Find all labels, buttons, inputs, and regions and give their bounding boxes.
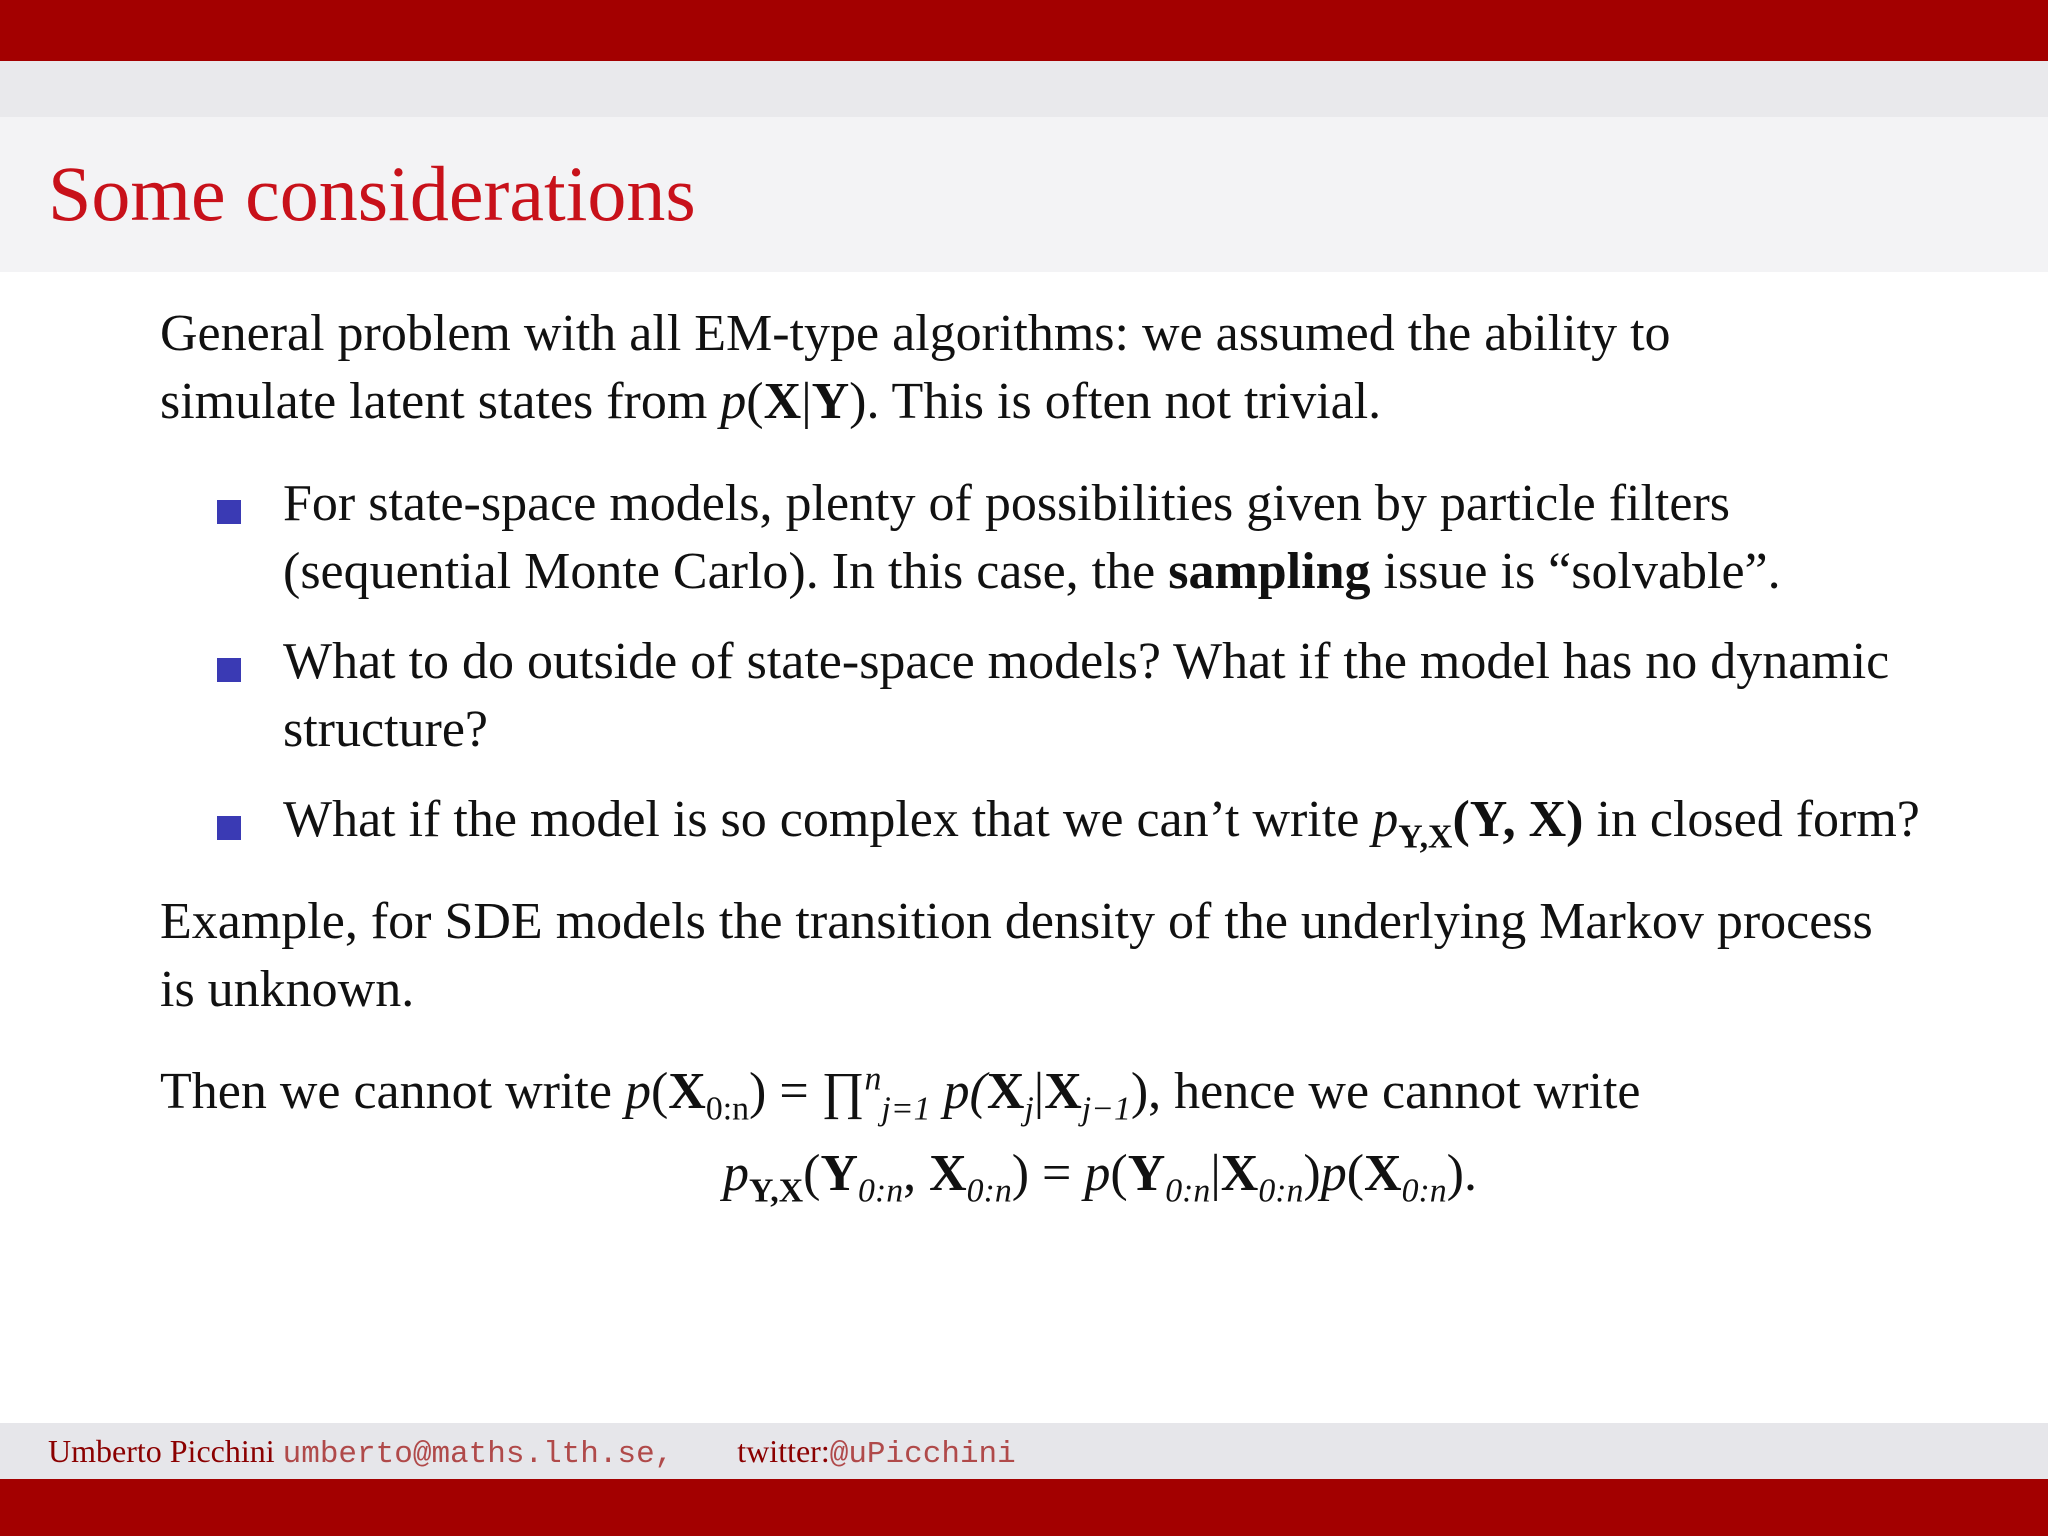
example-paragraph: Example, for SDE models the transition density of the underlying Markov process is unknown. [160, 893, 1873, 1018]
math-X: X [668, 1063, 706, 1120]
math-superscript: n [864, 1060, 882, 1098]
math-Y: Y [820, 1145, 859, 1202]
math-subscript: 0:n [966, 1172, 1012, 1210]
math-Y: Y [1127, 1145, 1166, 1202]
header-band [0, 61, 2048, 117]
math-Y: Y [811, 373, 850, 430]
math-subscript: 0:n [705, 1090, 750, 1128]
math-subscript: j=1 [881, 1090, 931, 1128]
math-subscript: 0:n [1258, 1172, 1304, 1210]
intro-paragraph [160, 300, 1920, 436]
bullet-1-after: issue is “solvable”. [1370, 543, 1781, 600]
then-before: Then we cannot write [160, 1063, 625, 1120]
math-subscript: 0:n [1401, 1172, 1447, 1210]
math-X: X [1364, 1145, 1402, 1202]
math-eq-prod: ) = ∏ [749, 1063, 865, 1120]
footer-author: Umberto Picchini [48, 1433, 275, 1469]
intro-line2-before: simulate latent states from [160, 373, 721, 430]
bullet-3-before: What if the model is so complex that we can’t write [283, 791, 1373, 848]
footer-email: umberto@maths.lth.se, [282, 1437, 674, 1472]
list-item [283, 628, 1920, 764]
square-bullet-icon [217, 658, 241, 682]
math-X: X [1044, 1063, 1082, 1120]
math-close: ) [849, 373, 867, 430]
intro-line1: General problem with all EM-type algorithms: we assumed the ability to [160, 305, 1671, 362]
math-subscript: 0:n [858, 1172, 904, 1210]
bottom-bar [0, 1479, 2048, 1536]
display-equation: $p_{Y,X}(Y_{0:n}$, $X_{0:n}) = p(Y_{0:n}|X_{0:n})p(X_{0:n})$. [722, 1145, 1477, 1210]
top-bar [0, 0, 2048, 61]
square-bullet-icon [217, 816, 241, 840]
bullet-3-after: in closed form? [1583, 791, 1920, 848]
slide-title: Some considerations [48, 150, 696, 237]
then-paragraph: Then we cannot write $p(X_{0:n})$ = ∏$^n_{j=1}$ $p(X_j|X_{j-1})$, hence we cannot write [160, 1060, 1641, 1128]
math-X: X [763, 373, 802, 430]
math-subscript: Y,X [1398, 818, 1453, 856]
math-X: X [929, 1145, 967, 1202]
math-p: p( [930, 1063, 987, 1120]
math-p: p [720, 373, 747, 430]
footer-twitter-handle: @uPicchini [829, 1437, 1016, 1472]
math-X: X [1220, 1145, 1259, 1202]
list-item [283, 470, 1920, 606]
math-subscript: j−1 [1081, 1090, 1131, 1128]
math-p: p [1372, 791, 1399, 848]
list-item [283, 786, 1920, 854]
bullet-1-before: For state-space models, plenty of possibilities given by particle filters (sequential Monte Carlo). In this case, the [283, 475, 1731, 600]
intro-line2-after: . This is often not trivial. [866, 373, 1382, 430]
math-open: ( [746, 373, 764, 430]
math-subscript: j [1024, 1090, 1034, 1128]
footer [48, 1434, 1016, 1472]
math-subscript: 0:n [1165, 1172, 1211, 1210]
square-bullet-icon [217, 500, 241, 524]
math-bar: | [801, 373, 812, 430]
bullet-list [160, 470, 1920, 854]
math-args: (Y, X) [1452, 791, 1584, 848]
math-p: p [624, 1063, 651, 1120]
math-X: X [986, 1063, 1025, 1120]
bullet-2-text: What to do outside of state-space models? What if the model has no dynamic structure? [283, 633, 1890, 758]
bullet-1-bold: sampling [1168, 543, 1371, 600]
math-p: p [722, 1145, 749, 1202]
then-after: ), hence we cannot write [1130, 1063, 1641, 1120]
math-subscript: Y,X [748, 1172, 804, 1210]
footer-twitter-label: twitter: [737, 1433, 830, 1469]
slide-content [160, 300, 1920, 1208]
